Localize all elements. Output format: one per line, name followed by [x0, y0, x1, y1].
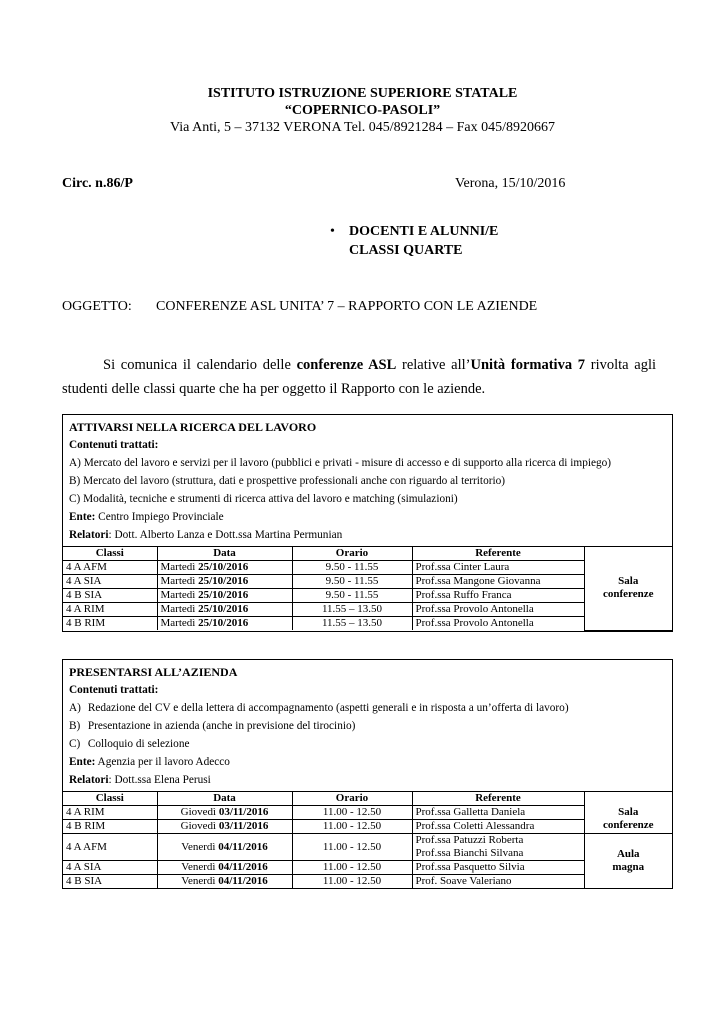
section-ricerca-lavoro — [62, 414, 673, 632]
section2-item: C) Colloquio di selezione — [69, 738, 190, 750]
col-header-orario: Orario — [292, 792, 412, 806]
school-name-sub: “COPERNICO-PASOLI” — [284, 103, 441, 118]
subject-label: OGGETTO: — [62, 299, 132, 314]
intro-paragraph: Si comunica il calendario delle conferenze ASL relative all’Unità formativa 7 rivolta agli studenti delle classi quarte che ha per oggetto il Rapporto con le aziende. — [62, 357, 657, 397]
section1-contents-label: Contenuti trattati: — [69, 439, 159, 451]
table-row: 4 A RIM Martedì 25/10/2016 11.55 – 13.50 Prof.ssa Provolo Antonella — [63, 603, 672, 617]
school-address: Via Anti, 5 – 37132 VERONA Tel. 045/8921284 – Fax 045/8920667 — [170, 120, 555, 135]
recipients-line1: DOCENTI E ALUNNI/E — [349, 224, 499, 239]
table-row: 4 A RIM Giovedì 03/11/2016 11.00 - 12.50 Prof.ssa Galletta Daniela Sala conferenze — [63, 806, 672, 820]
table-header-row — [63, 547, 672, 561]
section2-ente: Ente: Agenzia per il lavoro Adecco — [69, 756, 230, 768]
room-cell: Sala conferenze — [584, 806, 672, 834]
section2-item: A) Redazione del CV e della lettera di accompagnamento (aspetti generali e in risposta a un’offerta di lavoro) — [69, 702, 569, 714]
recipients-line2: CLASSI QUARTE — [349, 243, 463, 258]
section1-item: A) Mercato del lavoro e servizi per il lavoro (pubblici e privati - misure di accesso e di supporto alla ricerca di impiego) — [69, 457, 612, 469]
subject-text: CONFERENZE ASL UNITA’ 7 – RAPPORTO CON LE AZIENDE — [156, 299, 538, 314]
schedule-table-2 — [63, 791, 672, 889]
table-header-row — [63, 792, 672, 806]
table-row: 4 A SIA Venerdì 04/11/2016 11.00 - 12.50 Prof.ssa Pasquetto Silvia — [63, 861, 672, 875]
col-header-data: Data — [157, 792, 292, 806]
table-row: 4 A AFM Venerdì 04/11/2016 11.00 - 12.50 Prof.ssa Patuzzi Roberta Prof.ssa Bianchi Silvana Aula magna — [63, 834, 672, 861]
room-cell: Sala conferenze — [584, 547, 672, 631]
col-header-orario: Orario — [292, 547, 412, 561]
table-row: 4 B RIM Giovedì 03/11/2016 11.00 - 12.50 Prof.ssa Coletti Alessandra — [63, 820, 672, 834]
section1-item: B) Mercato del lavoro (struttura, dati e prospettive professionali anche con riguardo al territorio) — [69, 475, 506, 487]
table-row: 4 A AFM Martedì 25/10/2016 9.50 - 11.55 Prof.ssa Cinter Laura — [63, 561, 672, 575]
section1-relatori: Relatori: Dott. Alberto Lanza e Dott.ssa Martina Permunian — [69, 529, 343, 541]
section1-ente: Ente: Centro Impiego Provinciale — [69, 511, 224, 523]
section-presentarsi-azienda — [62, 659, 673, 889]
room-cell: Aula magna — [584, 834, 672, 889]
schedule-table-1 — [63, 546, 672, 631]
section1-item: C) Modalità, tecniche e strumenti di ricerca attiva del lavoro e matching (simulazioni) — [69, 493, 458, 505]
col-header-classi: Classi — [63, 547, 157, 561]
place-date: Verona, 15/10/2016 — [455, 176, 566, 191]
section2-item: B) Presentazione in azienda (anche in previsione del tirocinio) — [69, 720, 356, 732]
table-row: 4 B SIA Venerdì 04/11/2016 11.00 - 12.50 Prof. Soave Valeriano — [63, 875, 672, 889]
col-header-data: Data — [157, 547, 292, 561]
col-header-classi: Classi — [63, 792, 157, 806]
section2-relatori: Relatori: Dott.ssa Elena Perusi — [69, 774, 211, 786]
table-row: 4 A SIA Martedì 25/10/2016 9.50 - 11.55 Prof.ssa Mangone Giovanna — [63, 575, 672, 589]
circ-number: Circ. n.86/P — [62, 176, 133, 191]
col-header-referente: Referente — [412, 792, 584, 806]
col-header-referente: Referente — [412, 547, 584, 561]
table-row: 4 B RIM Martedì 25/10/2016 11.55 – 13.50 Prof.ssa Provolo Antonella — [63, 617, 672, 631]
section1-title: ATTIVARSI NELLA RICERCA DEL LAVORO — [69, 420, 317, 434]
section2-contents-label: Contenuti trattati: — [69, 684, 159, 696]
section2-title: PRESENTARSI ALL’AZIENDA — [69, 665, 238, 679]
table-row: 4 B SIA Martedì 25/10/2016 9.50 - 11.55 Prof.ssa Ruffo Franca — [63, 589, 672, 603]
school-name: ISTITUTO ISTRUZIONE SUPERIORE STATALE — [207, 86, 518, 101]
bullet-icon: • — [330, 224, 335, 239]
